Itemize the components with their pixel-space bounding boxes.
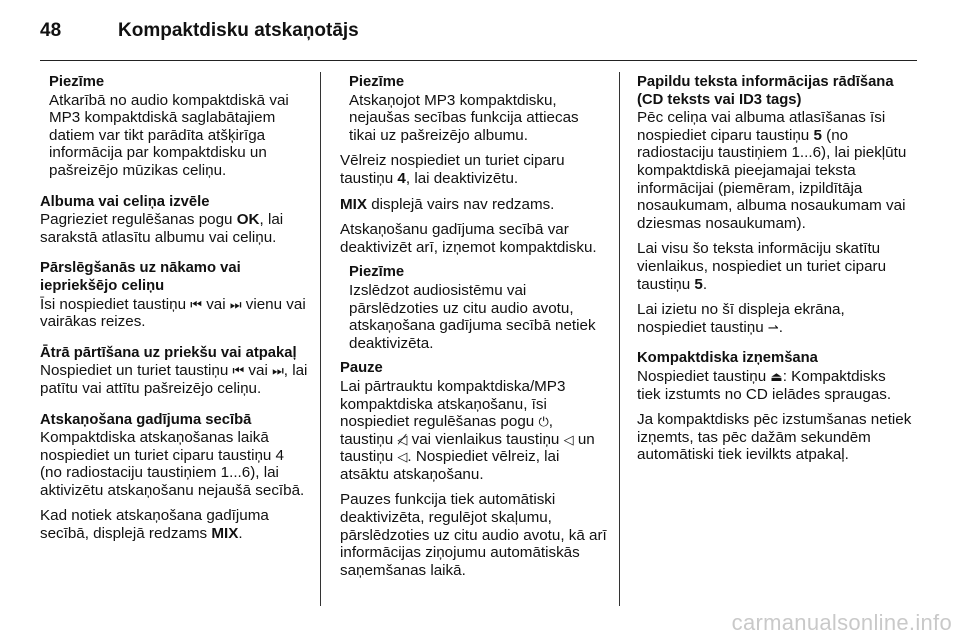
- paragraph: Nospiediet un turiet taustiņu ⏮ vai ⏭, lai patītu vai attītu pašreizējo celiņu.: [40, 362, 308, 397]
- paragraph: Vēlreiz nospiediet un turiet ciparu taustiņu 4, lai deaktivizētu.: [340, 152, 565, 187]
- paragraph: MIX displejā vairs nav redzams.: [340, 195, 555, 213]
- paragraph: Kompaktdiska atskaņošanas laikā nospiediet un turiet ciparu taustiņu 4 (no radiostaciju taustiņiem 1...6), lai aktivizētu atskaņošanu nejaušā secībā.: [40, 429, 305, 499]
- column-divider: [320, 72, 321, 606]
- next-track-icon: ⏭: [272, 363, 284, 379]
- eject-icon: ⏏: [770, 368, 783, 384]
- section-heading: Pārslēgšanās uz nākamo vai iepriekšējo celiņu: [40, 260, 241, 294]
- section-track-skip: [40, 260, 308, 330]
- paragraph: Lai visu šo teksta informāciju skatītu vienlaikus, nospiediet un turiet ciparu taustiņu 5.: [637, 240, 887, 293]
- note-title: Piezīme: [349, 264, 405, 281]
- section-fast-forward: [40, 345, 308, 398]
- section-heading: Papildu teksta informācijas rādīšana (CD teksts vai ID3 tags): [637, 74, 894, 108]
- note-box: [340, 264, 608, 352]
- section-heading: Pauze: [340, 360, 383, 377]
- paragraph: Nospiediet taustiņu ⏏: Kompaktdisks tiek izstumts no CD ielādes spraugas.: [637, 367, 892, 403]
- power-icon: ⏻: [538, 414, 549, 430]
- note-text: Izslēdzot audiosistēmu vai pārslēdzoties uz citu audio avotu, atskaņošana gadījuma secībā netiek deaktivizēta.: [349, 281, 596, 352]
- paragraph: Ja kompaktdisks pēc izstumšanas netiek izņemts, tas pēc dažām sekundēm automātiski tiek ievilkts atpakaļ.: [637, 411, 912, 464]
- section-eject: [637, 350, 912, 464]
- paragraph: Kad notiek atskaņošana gadījuma secībā, displejā redzams MIX.: [40, 507, 269, 543]
- volume-down-icon: ◁: [397, 449, 408, 465]
- watermark: carmanualsonline.info: [731, 610, 952, 635]
- section-random-play: [40, 412, 308, 543]
- paragraph: Lai izietu no šī displeja ekrāna, nospiediet taustiņu ⇀.: [637, 301, 845, 336]
- note-text: Atskaņojot MP3 kompaktdisku, nejaušas secības funkcija attiecas tikai uz pašreizējo albumu.: [349, 91, 579, 144]
- column-divider: [619, 72, 620, 606]
- section-heading: Albuma vai celiņa izvēle: [40, 193, 210, 210]
- section-album-select: [40, 194, 308, 247]
- prev-track-icon: ⏮: [232, 363, 245, 379]
- paragraph: Pēc celiņa vai albuma atlasīšanas īsi nospiediet ciparu taustiņu 5 (no radiostaciju taustiņiem 1...6), lai piekļūtu kompaktdiskā pieejamajai teksta informācijai (piemēram, izpildītāja nosaukumam, albuma nosaukumam vai dziesmas nosaukumam).: [637, 109, 907, 232]
- column-3: [637, 74, 912, 472]
- section-pause: [340, 360, 608, 579]
- paragraph: Pagrieziet regulēšanas pogu OK, lai sarakstā atlasītu albumu vai celiņu.: [40, 211, 284, 246]
- section-heading: Kompaktdiska izņemšana: [637, 350, 818, 367]
- page-title: Kompaktdisku atskaņotājs: [118, 20, 359, 41]
- note-title: Piezīme: [49, 74, 105, 90]
- note-box: [340, 74, 608, 144]
- section-heading: Ātrā pārtīšana uz priekšu vai atpakaļ: [40, 344, 297, 361]
- mix-indicator: MIX: [340, 195, 368, 213]
- volume-up-icon: ◁: [563, 431, 574, 447]
- page-number: 48: [40, 20, 62, 41]
- note-text: Atkarībā no audio kompaktdiskā vai MP3 kompaktdiskā saglabātajiem datiem var tikt parādīta atšķirīga informācija par kompaktdisku un pašreizējo mūzikas celiņu.: [49, 91, 289, 179]
- paragraph: Pauzes funkcija tiek automātiski deaktivizēta, regulējot skaļumu, pārslēdzoties uz citu audio avotu, kā arī informācijas ziņojumu automātiskās saņemšanas laikā.: [340, 491, 607, 579]
- paragraph: Īsi nospiediet taustiņu ⏮ vai ⏭ vienu vai vairākas reizes.: [40, 295, 306, 331]
- mix-indicator: MIX: [211, 525, 239, 543]
- column-1: [40, 74, 308, 551]
- prev-track-icon: ⏮: [190, 296, 202, 312]
- paragraph: Lai pārtrauktu kompaktdiska/MP3 kompaktdiska atskaņošanu, īsi nospiediet regulēšanas pogu ⏻, taustiņu ◁̸ vai vienlaikus taustiņu ◁ un taustiņu ◁. Nospiediet vēlreiz, lai atsāktu atskaņošanu.: [340, 377, 595, 483]
- back-icon: ⇀: [767, 319, 779, 335]
- note-title: Piezīme: [349, 74, 405, 90]
- note-box: [40, 74, 308, 180]
- next-track-icon: ⏭: [229, 296, 242, 312]
- mute-icon: ◁̸: [397, 431, 408, 447]
- header-rule: [40, 60, 917, 61]
- section-heading: Atskaņošana gadījuma secībā: [40, 411, 252, 428]
- column-2: [340, 74, 608, 587]
- page-header: [40, 20, 920, 42]
- ok-button-ref: OK: [236, 211, 260, 229]
- paragraph: Atskaņošanu gadījuma secībā var deaktivizēt arī, izņemot kompaktdisku.: [340, 221, 597, 256]
